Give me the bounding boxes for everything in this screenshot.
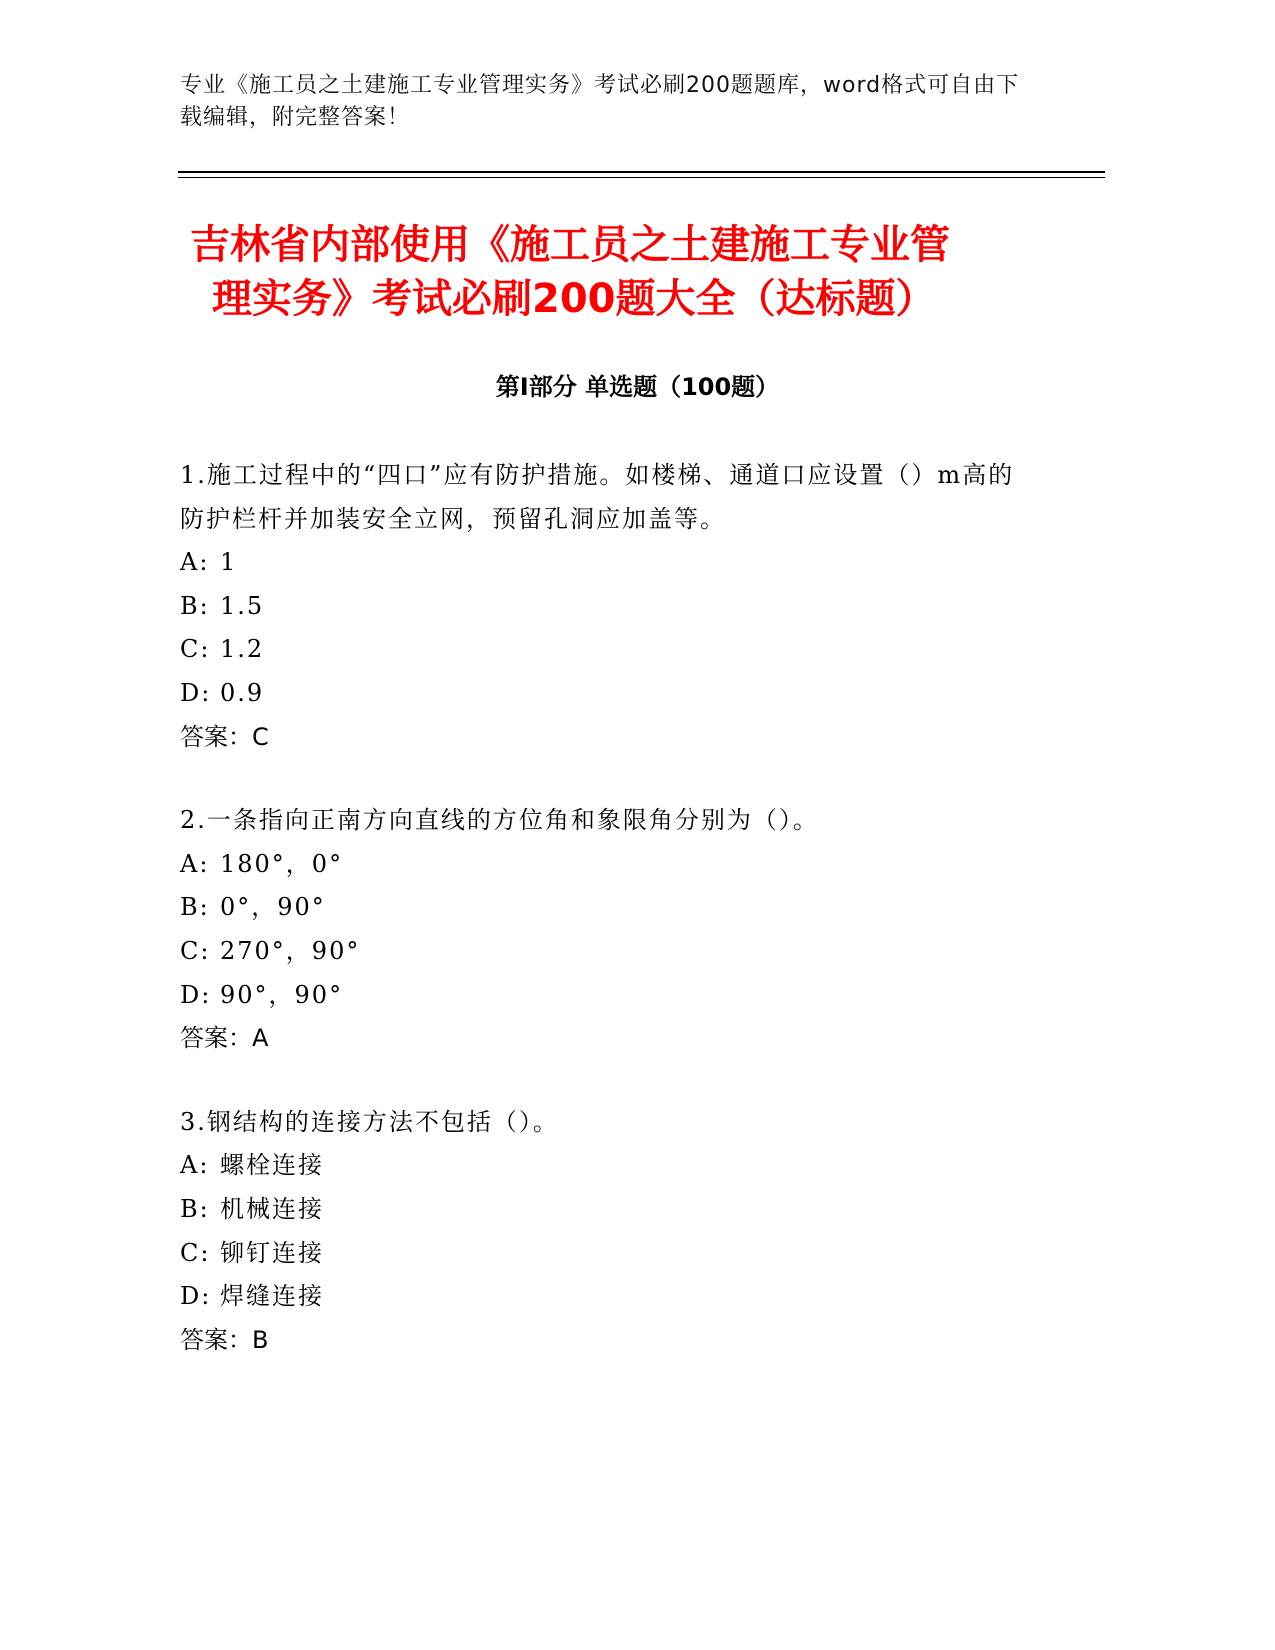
answer-line: 答案：B [180, 1325, 269, 1354]
option-key: B: [180, 1194, 210, 1223]
option-text: 90°，90° [220, 980, 344, 1009]
option-text: 铆钉连接 [220, 1238, 324, 1267]
question-list [180, 454, 1040, 1402]
question-3 [180, 1101, 1040, 1363]
option-text: 1.2 [220, 635, 265, 664]
option-key: D: [180, 1282, 212, 1311]
option-d [180, 672, 1040, 716]
option-key: C: [180, 1238, 211, 1267]
header-divider-thick [178, 171, 1105, 173]
option-text: 焊缝连接 [220, 1282, 324, 1311]
option-text: 螺栓连接 [220, 1151, 324, 1180]
option-c [180, 628, 1040, 672]
option-key: A: [180, 849, 210, 878]
question-1 [180, 454, 1040, 759]
option-key: D: [180, 980, 212, 1009]
document-title-line2: 理实务》考试必刷200题大全（达标题） [212, 276, 936, 322]
option-text: 1 [220, 548, 238, 577]
option-text: 270°，90° [220, 936, 361, 965]
section-title: 第Ⅰ部分 单选题（100题） [495, 373, 780, 401]
option-key: D: [180, 678, 212, 707]
document-title-line1: 吉林省内部使用《施工员之土建施工专业管 [190, 222, 950, 268]
option-text: 0.9 [220, 678, 265, 707]
option-a [180, 843, 1040, 887]
option-c [180, 1232, 1040, 1276]
option-b [180, 585, 1040, 629]
option-d [180, 1275, 1040, 1319]
document-title [190, 218, 1090, 326]
option-key: B: [180, 893, 210, 922]
question-stem: 3.钢结构的连接方法不包括（）。 [180, 1107, 559, 1136]
header-divider-thin [178, 177, 1105, 178]
question-stem: 2.一条指向正南方向直线的方位角和象限角分别为（）。 [180, 806, 819, 835]
option-text: 1.5 [220, 591, 265, 620]
option-key: B: [180, 591, 210, 620]
option-key: C: [180, 936, 211, 965]
answer-line: 答案：A [180, 1024, 269, 1053]
header-note: 专业《施工员之土建施工专业管理实务》考试必刷200题题库，word格式可自由下载编辑，附完整答案！ [180, 73, 1020, 130]
option-text: 180°，0° [220, 849, 344, 878]
option-key: A: [180, 548, 210, 577]
option-text: 机械连接 [220, 1194, 324, 1223]
option-b [180, 886, 1040, 930]
option-c [180, 930, 1040, 974]
option-key: C: [180, 635, 211, 664]
option-d [180, 974, 1040, 1018]
option-text: 0°，90° [220, 893, 326, 922]
option-a [180, 1144, 1040, 1188]
question-2 [180, 799, 1040, 1061]
option-a [180, 541, 1040, 585]
question-stem: 1.施工过程中的“四口”应有防护措施。如楼梯、通道口应设置（）m高的防护栏杆并加装安全立网，预留孔洞应加盖等。 [180, 461, 1015, 533]
option-key: A: [180, 1151, 210, 1180]
option-b [180, 1188, 1040, 1232]
answer-line: 答案：C [180, 722, 269, 751]
